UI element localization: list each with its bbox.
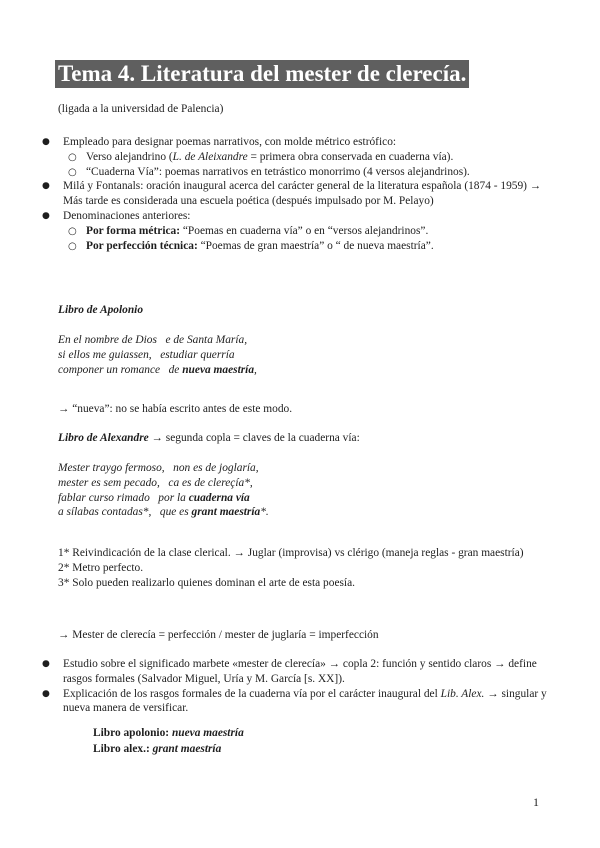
verse-line [58, 363, 538, 378]
list-item-pre: Explicación de los rasgos formales de la cuaderna vía por el carácter inaugural del [63, 687, 441, 700]
bullet-dot-icon: ● [42, 688, 50, 699]
sub-list-item [0, 150, 556, 165]
example-line [93, 726, 244, 741]
sub-item-text: “Cuaderna Vía”: poemas narrativos en tetrástico monorrimo (4 versos alejandrinos). [86, 165, 470, 178]
verse-bold: nueva maestría [182, 363, 255, 376]
note-line: 1* Reivindicación de la clase clerical. → Juglar (improvisa) vs clérigo (maneja reglas - gran maestría) [58, 547, 524, 559]
note-line: 3* Solo pueden realizarlo quienes dominan el arte de esta poesía. [58, 576, 356, 589]
bullet-dot-icon: ● [42, 181, 50, 192]
bullet-circle-icon: ○ [68, 240, 77, 252]
bullet-list-top [0, 135, 600, 254]
notes-block [58, 546, 550, 590]
list-item [0, 657, 555, 687]
alexandre-heading-line [58, 431, 550, 446]
equation-line: → Mester de clerecía = perfección / mester de juglaría = imperfección [58, 629, 379, 641]
bullet-dot-icon: ● [42, 137, 50, 147]
example-line [93, 742, 221, 757]
sub-list-item [0, 165, 556, 180]
list-item [0, 687, 555, 717]
verse-post: *. [260, 506, 269, 519]
page-number: 1 [533, 795, 539, 809]
list-item [0, 179, 555, 209]
bullet-circle-icon: ○ [68, 225, 77, 237]
list-item [0, 135, 555, 150]
alexandre-verses [58, 461, 538, 520]
list-item-text: Denominaciones anteriores: [63, 210, 191, 223]
sub-item-bold: Por perfección técnica: [86, 239, 198, 252]
sub-item-rest: “Poemas de gran maestría” o “ de nueva maestría”. [197, 239, 434, 252]
list-item-post: → singular y nueva manera de versificar. [63, 687, 547, 715]
page-title: Tema 4. Literatura del mester de clerecía. [55, 60, 469, 88]
example-value: grant maestría [152, 743, 222, 755]
list-item-text: Empleado para designar poemas narrativos, con molde métrico estrófico: [63, 136, 397, 148]
alexandre-heading: Libro de Alexandre [58, 432, 149, 444]
sub-item-text-pre: Verso alejandrino ( [86, 150, 173, 163]
apolonio-verses [58, 333, 538, 377]
verse-line [58, 505, 538, 520]
example-label: Libro apolonio: [93, 727, 170, 739]
verse-line: Mester traygo fermoso, non es de joglaría, [58, 462, 259, 474]
sub-list-item [0, 239, 556, 254]
example-value: nueva maestría [171, 727, 244, 739]
list-item-text: Estudio sobre el significado marbete «mester de clerecía» → copla 2: función y sentido claros → define rasgos formales (Salvador Miguel, Uría y M. García [s. XX]). [63, 658, 537, 685]
sub-list-item [0, 224, 556, 239]
note-line: 2* Metro perfecto. [58, 561, 144, 574]
bullet-circle-icon: ○ [68, 166, 77, 178]
verse-pre: componer un romance de [58, 363, 183, 376]
verse-line: mester es sem pecado, ca es de clereçía*, [58, 476, 253, 489]
verse-pre: fablar curso rimado por la [58, 491, 189, 504]
sub-item-bold: Por forma métrica: [86, 224, 181, 237]
verse-line: si ellos me guiassen, estudiar querría [58, 348, 235, 361]
verse-bold: cuaderna vía [188, 491, 250, 504]
sub-item-text-post: = primera obra conservada en cuaderna vía). [247, 150, 454, 163]
verse-bold: grant maestría [191, 506, 261, 519]
verse-pre: a sílabas contadas*, que es [58, 506, 192, 519]
apolonio-note: → “nueva”: no se había escrito antes de este modo. [58, 403, 293, 415]
bullet-dot-icon: ● [42, 211, 50, 222]
list-item-italic: Lib. Alex. [440, 687, 485, 700]
list-item [0, 209, 555, 224]
sub-item-text-italic: L. de Aleixandre [172, 150, 248, 163]
bullet-circle-icon: ○ [68, 151, 77, 163]
example-label: Libro alex.: [93, 743, 150, 755]
verse-line: En el nombre de Dios e de Santa María, [58, 334, 248, 346]
page-subtitle: (ligada a la universidad de Palencia) [58, 103, 224, 115]
alexandre-heading-rest: → segunda copla = claves de la cuaderna vía: [148, 432, 360, 444]
list-item-text: Milá y Fontanals: oración inaugural acerca del carácter general de la literatura española (1874 - 1959) → Más tarde es considerada una escuela poética (después impulsado por M. Pelayo) [63, 180, 542, 208]
sub-item-rest: “Poemas en cuaderna vía” o en “versos alejandrinos”. [180, 224, 429, 237]
bullet-list-bottom [0, 657, 600, 716]
verse-post: , [254, 363, 257, 376]
bullet-dot-icon: ● [42, 659, 50, 669]
verse-line [58, 491, 538, 506]
apolonio-heading: Libro de Apolonio [58, 304, 144, 316]
